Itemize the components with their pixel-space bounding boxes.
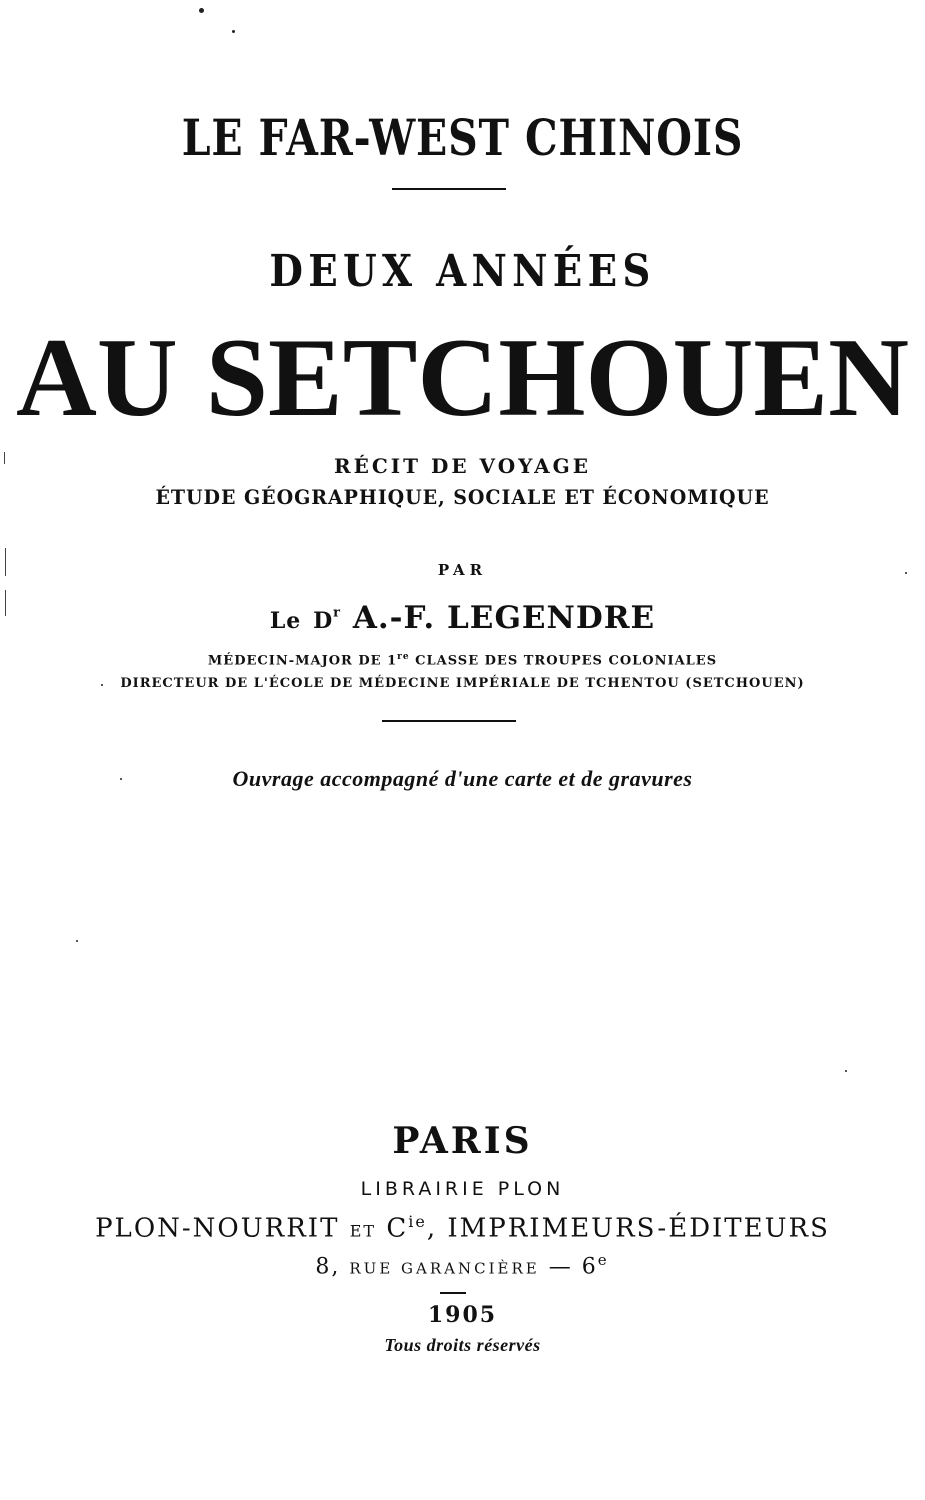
- author-credential-1: [0, 652, 925, 668]
- printer-company: C: [386, 1213, 409, 1244]
- author-line: [0, 600, 925, 636]
- scan-speck: [845, 1070, 847, 1072]
- series-title: LE FAR-WEST CHINOIS: [181, 108, 744, 167]
- subtitle-line-2: ÉTUDE GÉOGRAPHIQUE, SOCIALE ET ÉCONOMIQUE: [155, 485, 770, 509]
- scan-edge-mark: [4, 452, 5, 464]
- rule-under-credentials: [382, 720, 516, 722]
- address-number: 8,: [315, 1254, 341, 1280]
- printer-name: PLON-NOURRIT: [95, 1213, 340, 1244]
- subtitle-line-1: RÉCIT DE VOYAGE: [334, 454, 591, 478]
- printer-company-sup: ie: [408, 1212, 427, 1231]
- author-prefix-dr-sup: r: [333, 605, 342, 621]
- imprint-rights: Tous droits réservés: [384, 1335, 541, 1355]
- rule-above-year: [440, 1292, 466, 1294]
- main-title: AU SETCHOUEN: [15, 316, 910, 440]
- author-prefix-dr: $D^r$: [313, 605, 342, 634]
- author-credential-2: DIRECTEUR DE L'ÉCOLE DE MÉDECINE IMPÉRIALE DE TCHENTOU (SETCHOUEN): [120, 676, 805, 691]
- scan-speck: [199, 8, 204, 13]
- address-street: RUE GARANCIÈRE: [349, 1259, 540, 1278]
- printer-et: ET: [349, 1221, 377, 1241]
- credential-1-after: CLASSE DES TROUPES COLONIALES: [409, 653, 718, 669]
- scan-speck: [120, 778, 122, 780]
- author-prefix-le: Le: [269, 608, 302, 634]
- imprint-year: 1905: [427, 1302, 498, 1328]
- scan-edge-mark: [5, 548, 6, 576]
- credential-1-sup: re: [397, 652, 410, 662]
- by-label: PAR: [437, 561, 488, 579]
- pre-title: DEUX ANNÉES: [269, 246, 656, 297]
- credential-1-before: MÉDECIN-MAJOR DE 1: [207, 653, 398, 669]
- scan-speck: [905, 572, 907, 574]
- address-arrondissement: — 6: [548, 1254, 598, 1280]
- scan-edge-mark: [5, 590, 6, 616]
- rule-under-series-title: [392, 188, 506, 190]
- scan-speck: [232, 30, 235, 33]
- imprint-address: [0, 1251, 925, 1279]
- imprint-printer: [0, 1212, 925, 1244]
- imprint-bookshop: LIBRAIRIE PLON: [360, 1178, 565, 1200]
- printer-role: , IMPRIMEURS-ÉDITEURS: [426, 1213, 830, 1244]
- scan-speck: [101, 684, 103, 686]
- address-arrondissement-sup: e: [597, 1251, 610, 1269]
- scan-speck: [76, 940, 78, 942]
- imprint-city: PARIS: [392, 1120, 533, 1162]
- illustrations-note: Ouvrage accompagné d'une carte et de gravures: [232, 766, 693, 791]
- author-name: A.-F. LEGENDRE: [352, 600, 656, 636]
